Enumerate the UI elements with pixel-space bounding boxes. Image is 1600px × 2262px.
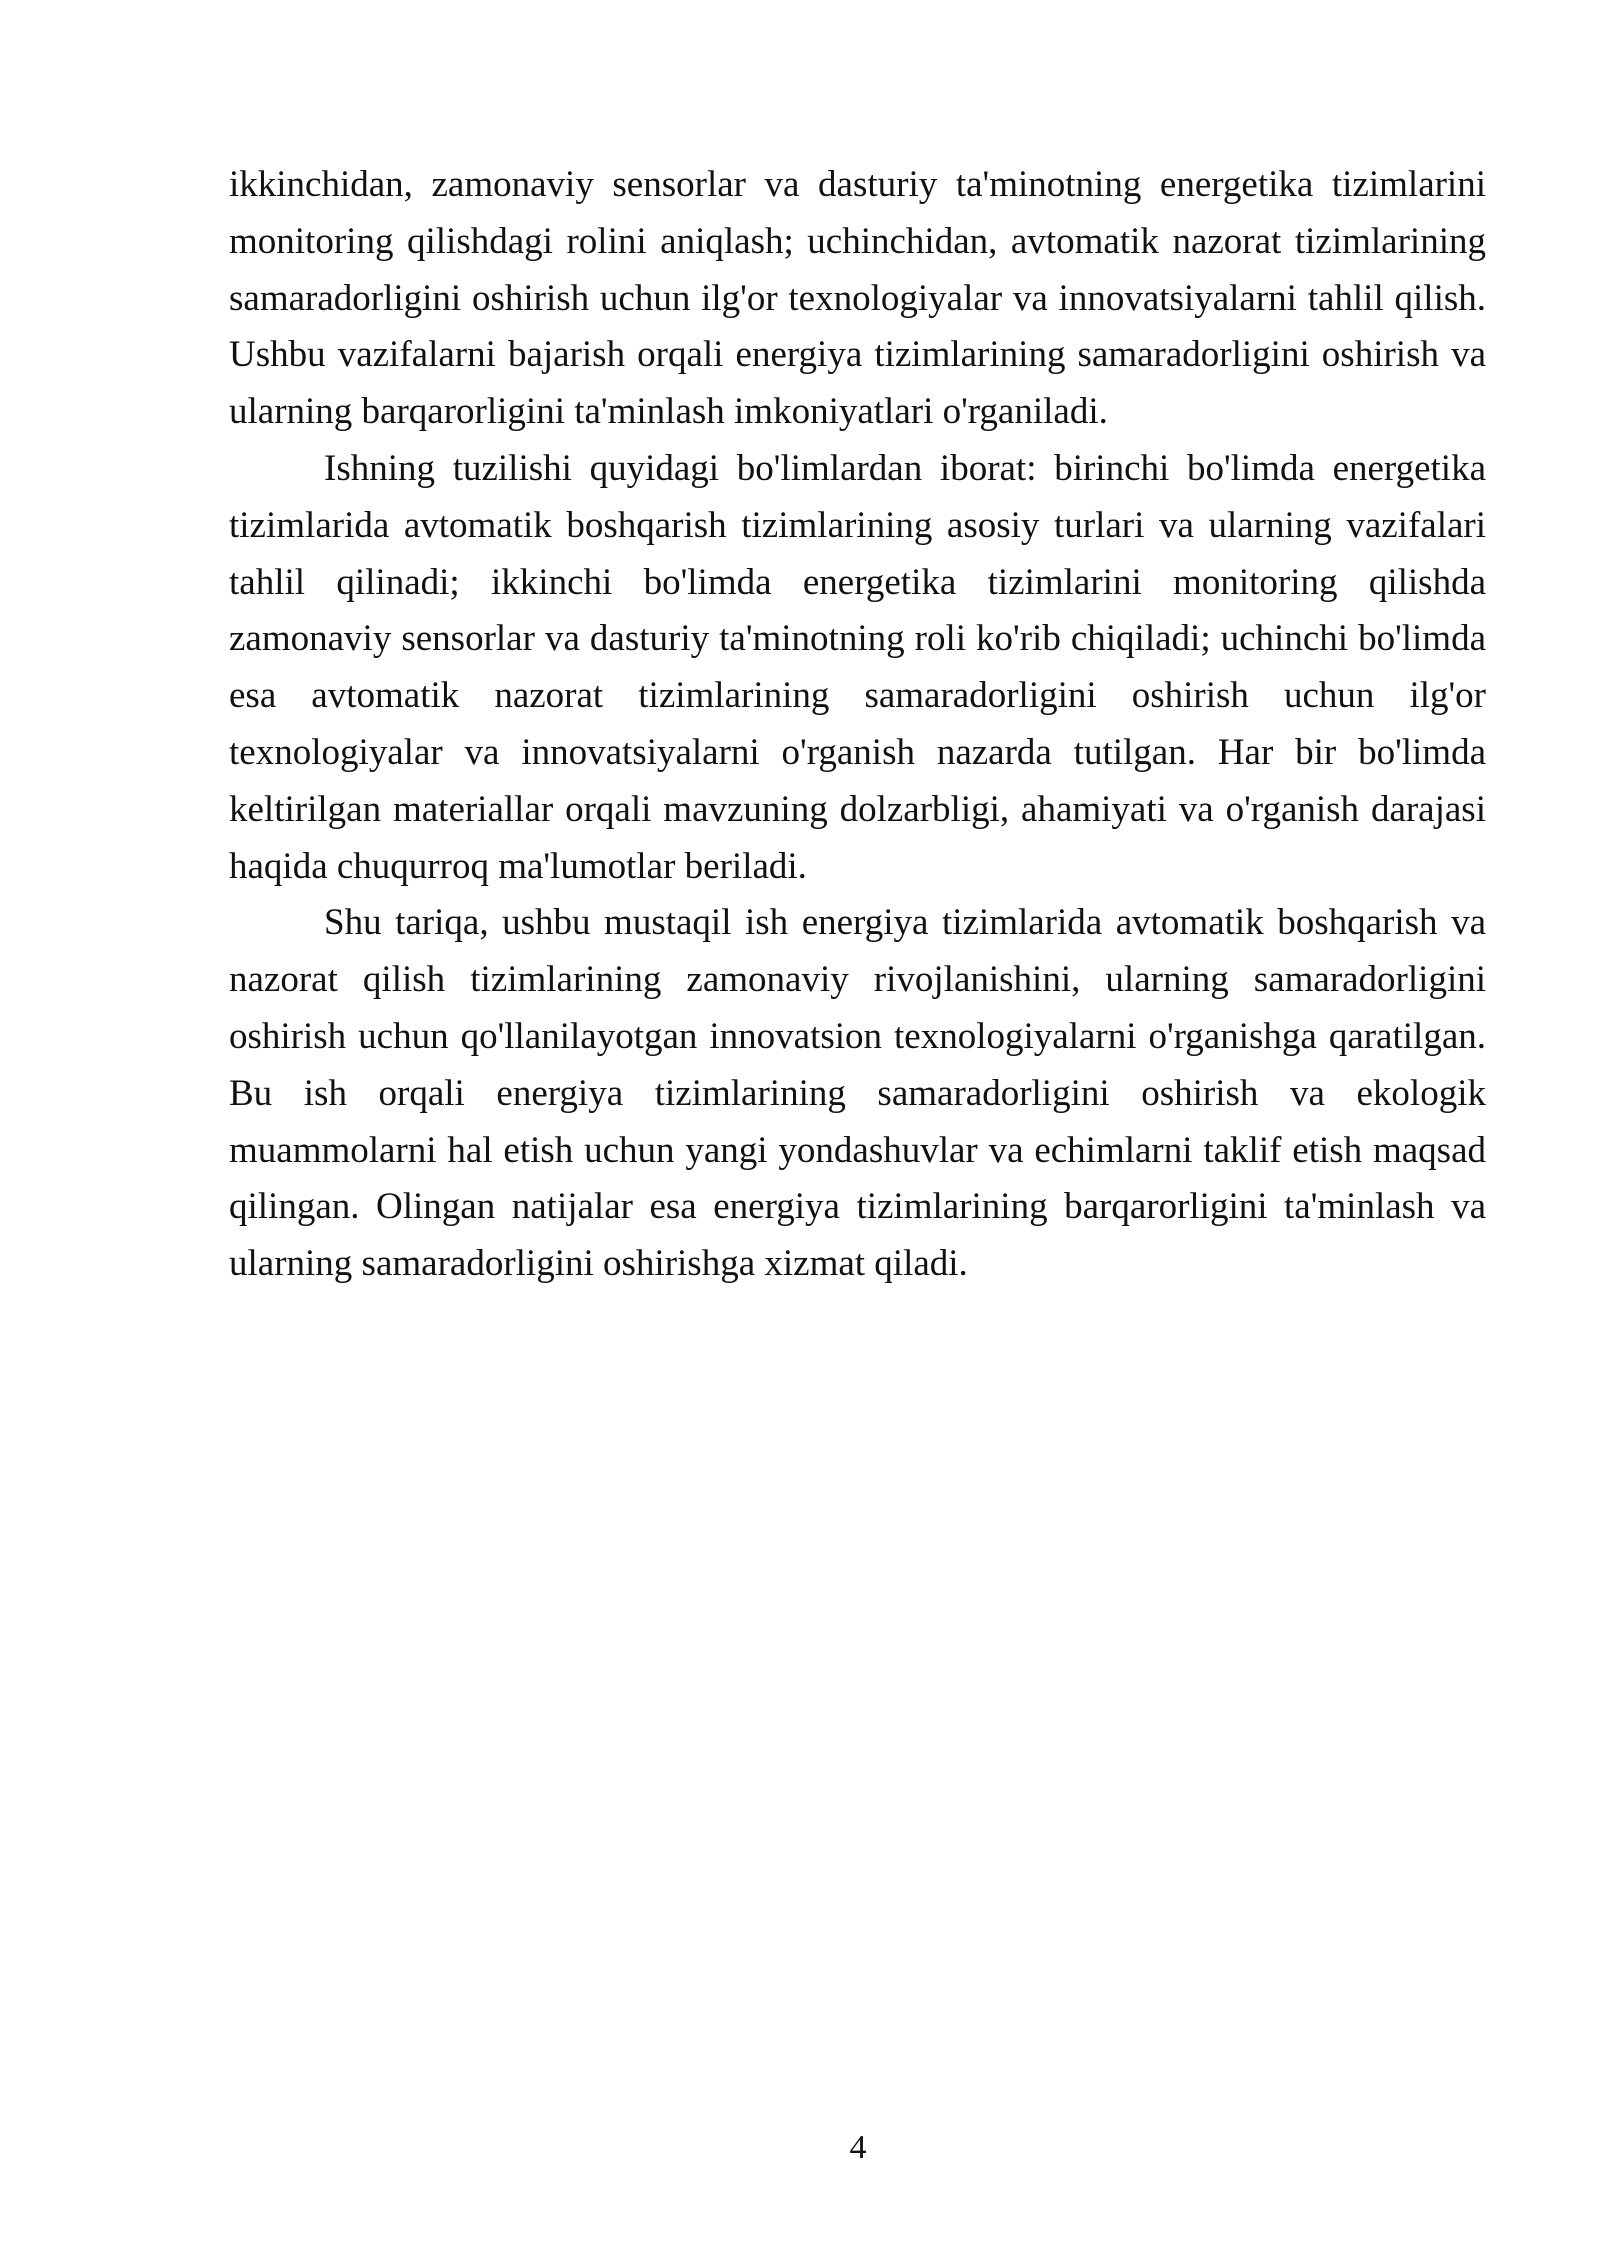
paragraph-structure: Ishning tuzilishi quyidagi bo'limlardan iborat: birinchi bo'limda energetika tizimlarida avtomatik boshqarish tizimlarining asosiy turlari va ularning vazifalari tahlil qilinadi; ikkinchi bo'limda energetika tizimlarini monitoring qilishda zamonaviy sensorlar va dasturiy ta'minotning roli ko'rib chiqiladi; uchinchi bo'limda esa avtomatik nazorat tizimlarining samaradorligini oshirish uchun ilg'or texnologiyalar va innovatsiyalarni o'rganish nazarda tutilgan. Har bir bo'limda keltirilgan materiallar orqali mavzuning dolzarbligi, ahamiyati va o'rganish darajasi haqida chuqurroq ma'lumotlar beriladi. — [229, 447, 1486, 887]
paragraph-continuation: ikkinchidan, zamonaviy sensorlar va dasturiy ta'minotning energetika tizimlarini monitoring qilishdagi rolini aniqlash; uchinchidan, avtomatik nazorat tizimlarining samaradorligini oshirish uchun ilg'or texnologiyalar va innovatsiyalarni tahlil qilish. Ushbu vazifalarni bajarish orqali energiya tizimlarining samaradorligini oshirish va ularning barqarorligini ta'minlash imkoniyatlari o'rganiladi. — [229, 164, 1486, 433]
paragraph-conclusion: Shu tariqa, ushbu mustaqil ish energiya tizimlarida avtomatik boshqarish va nazorat qilish tizimlarining zamonaviy rivojlanishini, ularning samaradorligini oshirish uchun qo'llanilayotgan innovatsion texnologiyalarni o'rganishga qaratilgan. Bu ish orqali energiya tizimlarining samaradorligini oshirish va ekologik muammolarni hal etish uchun yangi yondashuvlar va echimlarni taklif etish maqsad qilingan. Olingan natijalar esa energiya tizimlarining barqarorligini ta'minlash va ularning samaradorligini oshirishga xizmat qiladi. — [229, 902, 1486, 1285]
body-text — [229, 157, 1486, 1293]
page-number: 4 — [849, 2129, 867, 2166]
